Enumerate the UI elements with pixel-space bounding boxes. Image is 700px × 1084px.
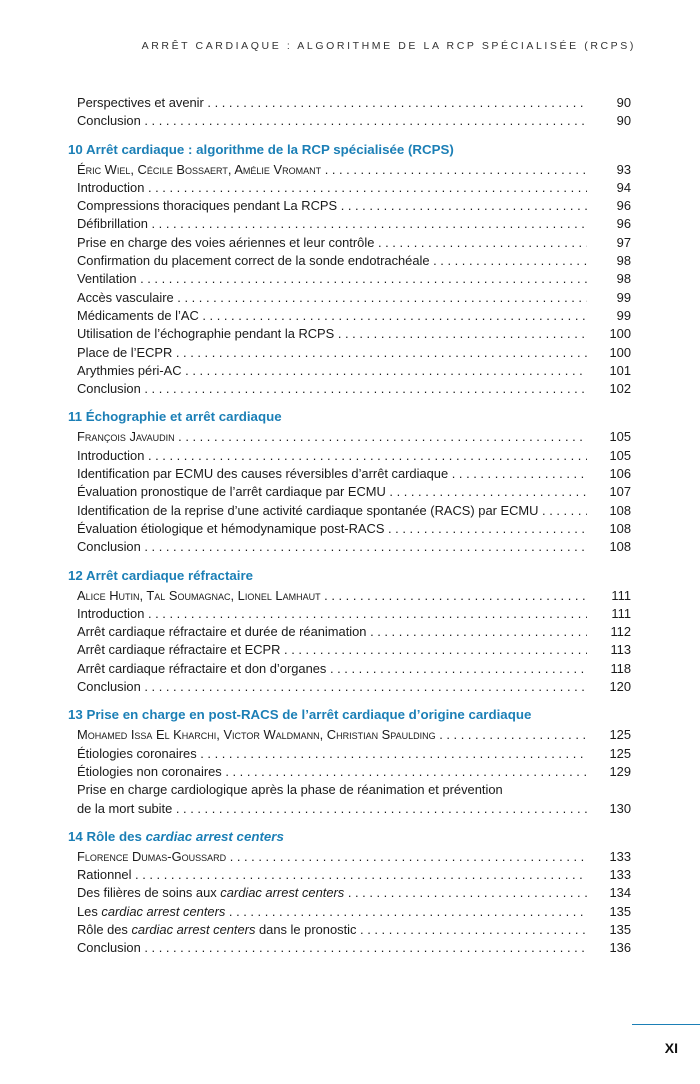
toc-entry-page: 102 [609,381,631,397]
toc-entry-label: Place de l’ECPR . . . [77,344,587,362]
toc-entry-label [77,921,587,939]
toc-entry[interactable] [77,660,631,678]
chapter-11 [68,406,631,556]
toc-continuation [68,94,631,131]
toc-entry-page: 107 [609,484,631,500]
toc-entry-page: 125 [609,727,631,743]
toc-entry[interactable] [77,678,631,696]
chapter-title: Rôle des [86,828,146,844]
toc-entry[interactable] [77,197,631,215]
toc-entry-page: 99 [616,307,631,323]
toc-entry-label: Introduction . . . [77,447,587,465]
toc-entry[interactable] [77,763,631,781]
toc-entry-page: 135 [609,903,631,919]
toc-entry-page: 105 [609,429,631,445]
chapter-authors[interactable] [77,587,631,605]
toc-entry-label: Évaluation pronostique de l’arrêt cardiaque par ECMU . . . [77,483,587,501]
toc-entry-label: Perspectives et avenir . . . [77,94,587,112]
chapter-14 [68,826,631,958]
toc-entry-label: Étiologies coronaires . . . [77,745,587,763]
label-italic: cardiac arrest centers [131,921,256,937]
chapter-12 [68,565,631,697]
toc-entry-page: 96 [616,198,631,214]
chapter-heading[interactable] [68,565,631,587]
toc-entry-label [77,884,587,902]
toc-entry-page: 100 [609,344,631,360]
toc-entry[interactable] [77,921,631,939]
toc-entry-page: 133 [609,867,631,883]
toc-entry-label: Évaluation étiologique et hémodynamique post-RACS . . . [77,520,587,538]
chapter-number: 13 [68,707,83,723]
toc-entry[interactable] [77,483,631,501]
label-italic: cardiac arrest centers [220,885,345,901]
folio-rule [632,1024,700,1025]
toc-entry-page: 129 [609,763,631,779]
toc-entry-label: Arrêt cardiaque réfractaire et ECPR . . . [77,641,587,659]
toc-entry-label: Introduction . . . [77,179,587,197]
toc-entry[interactable] [77,307,631,325]
chapter-heading[interactable] [68,704,631,726]
toc-entry[interactable] [77,939,631,957]
toc-entry-label: Arythmies péri-AC . . . [77,362,587,380]
toc-entry-page: 134 [609,885,631,901]
chapter-number: 10 [68,141,83,157]
toc-entry-label: Défibrillation . . . [77,215,587,233]
toc-entry-label: Conclusion . . . [77,380,587,398]
toc-entry-label [77,903,587,921]
toc-entry-page: 98 [616,271,631,287]
toc-entry-label: Conclusion . . . [77,678,587,696]
toc-entry-label: Alice Hutin, Tal Soumagnac, Lionel Lamhaut . . . [77,587,587,605]
toc-entry[interactable] [77,252,631,270]
toc-entry[interactable] [77,800,631,818]
toc-entry-label: Introduction . . . [77,605,587,623]
toc-entry-label: Compressions thoraciques pendant La RCPS . . . [77,197,587,215]
toc-entry-page: 108 [609,539,631,555]
chapter-title: Échographie et arrêt cardiaque [85,409,282,425]
toc-entry-page: 93 [616,161,631,177]
chapter-10 [68,139,631,399]
toc-entry-page: 118 [610,660,631,676]
chapter-authors[interactable] [77,161,631,179]
toc-entry[interactable] [77,641,631,659]
toc-entry-label: Conclusion . . . [77,939,587,957]
chapter-authors[interactable] [77,726,631,744]
toc-entry-label: Accès vasculaire . . . [77,289,587,307]
toc-entry-label: Médicaments de l’AC . . . [77,307,587,325]
toc-entry-label: Ventilation . . . [77,270,587,288]
toc-entry-page: 101 [609,362,631,378]
toc-entry-page: 98 [616,253,631,269]
label-italic: cardiac arrest centers [101,903,226,919]
toc-entry-page: 111 [611,605,631,621]
chapter-title: Prise en charge en post-RACS de l’arrêt cardiaque d’origine cardiaque [86,707,532,723]
chapter-number: 11 [68,409,83,425]
page-number: XI [664,1040,678,1056]
chapter-heading[interactable] [68,826,631,848]
toc-entry-page: 108 [609,520,631,536]
toc-entry-label: Confirmation du placement correct de la sonde endotrachéale . . . [77,252,587,270]
toc-entry-page: 120 [609,679,631,695]
toc-entry[interactable] [77,234,631,252]
running-head: ARRÊT CARDIAQUE : ALGORITHME DE LA RCP SPÉCIALISÉE (RCPS) [141,40,636,52]
toc-entry[interactable] [77,112,631,130]
toc-entry[interactable] [77,325,631,343]
chapter-title: Arrêt cardiaque : algorithme de la RCP spécialisée (RCPS) [86,141,454,157]
toc-entry-page: 133 [609,848,631,864]
toc-entry-label: Conclusion . . . [77,538,587,556]
toc-entry-page: 113 [610,642,631,658]
toc-entry-page: 90 [616,95,631,110]
toc-entry[interactable] [77,781,631,799]
toc-entry[interactable] [77,380,631,398]
toc-entry-page: 99 [616,289,631,305]
chapter-list [68,139,631,958]
toc-entry[interactable] [77,502,631,520]
toc-entry-label: Étiologies non coronaires . . . [77,763,587,781]
toc-entry-label: Arrêt cardiaque réfractaire et don d’organes . . . [77,660,587,678]
chapter-number: 14 [68,828,83,844]
toc-entry[interactable] [77,179,631,197]
toc-entry-label: Arrêt cardiaque réfractaire et durée de réanimation . . . [77,623,587,641]
label-prefix: Des filières de soins aux [77,885,221,901]
chapter-authors[interactable] [77,428,631,446]
toc-entry[interactable] [77,215,631,233]
chapter-heading[interactable] [68,406,631,428]
toc-entry-page: 97 [616,234,631,250]
label-prefix: Les [77,903,102,919]
toc-entry-label: François Javaudin . . . [77,428,587,446]
toc-entry[interactable] [77,745,631,763]
toc-entry-label: Mohamed Issa El Kharchi, Victor Waldmann, Christian Spaulding . . . [77,726,587,744]
chapter-title-italic: cardiac arrest centers [145,828,284,844]
toc-entry[interactable] [77,866,631,884]
toc-entry-page: 106 [609,466,631,482]
toc-entry-label: Conclusion . . . [77,112,587,130]
toc-entry[interactable] [77,538,631,556]
toc-entry-page: 90 [616,113,631,129]
toc-entry-label: Utilisation de l’échographie pendant la RCPS . . . [77,325,587,343]
toc-entry[interactable] [77,362,631,380]
toc-entry[interactable] [77,520,631,538]
toc-entry-page: 96 [616,216,631,232]
toc-entry[interactable] [77,884,631,902]
toc-entry[interactable] [77,605,631,623]
toc-entry-label: Identification de la reprise d’une activité cardiaque spontanée (RACS) par ECMU . . . [77,502,587,520]
toc-entry-page: 136 [609,940,631,956]
chapter-number: 12 [68,567,83,583]
toc-entry-page: 105 [609,447,631,463]
toc-entry[interactable] [77,903,631,921]
toc-entry[interactable] [77,465,631,483]
toc-entry[interactable] [77,289,631,307]
toc-entry-label: Éric Wiel, Cécile Bossaert, Amélie Vromant . . . [77,161,587,179]
toc-entry-page: 112 [610,624,631,640]
toc-entry-label: Prise en charge des voies aériennes et leur contrôle . . . [77,234,587,252]
toc-entry-page: 108 [609,502,631,518]
toc-entry[interactable] [77,344,631,362]
toc-entry-page: 94 [616,179,631,195]
toc-entry-page: 135 [609,921,631,937]
chapter-title: Arrêt cardiaque réfractaire [86,567,254,583]
chapter-heading[interactable] [68,139,631,161]
toc-entry[interactable] [77,623,631,641]
label-suffix: dans le pronostic [255,921,357,937]
table-of-contents [68,94,631,966]
toc-entry-label: de la mort subite . . . [77,800,587,818]
toc-entry[interactable] [77,447,631,465]
chapter-13 [68,704,631,817]
toc-entry-page: 100 [609,326,631,342]
toc-entry-label: Prise en charge cardiologique après la phase de réanimation et prévention [77,782,503,798]
toc-entry-page: 111 [611,587,631,603]
toc-entry-page: 125 [609,745,631,761]
toc-entry-label: Rationnel . . . [77,866,587,884]
chapter-authors[interactable] [77,848,631,866]
toc-entry[interactable] [77,94,631,112]
toc-entry[interactable] [77,270,631,288]
toc-entry-label: Florence Dumas-Goussard . . . [77,848,587,866]
toc-entry-page: 130 [609,800,631,816]
toc-entry-label: Identification par ECMU des causes réversibles d’arrêt cardiaque . . . [77,465,587,483]
label-prefix: Rôle des [77,921,132,937]
